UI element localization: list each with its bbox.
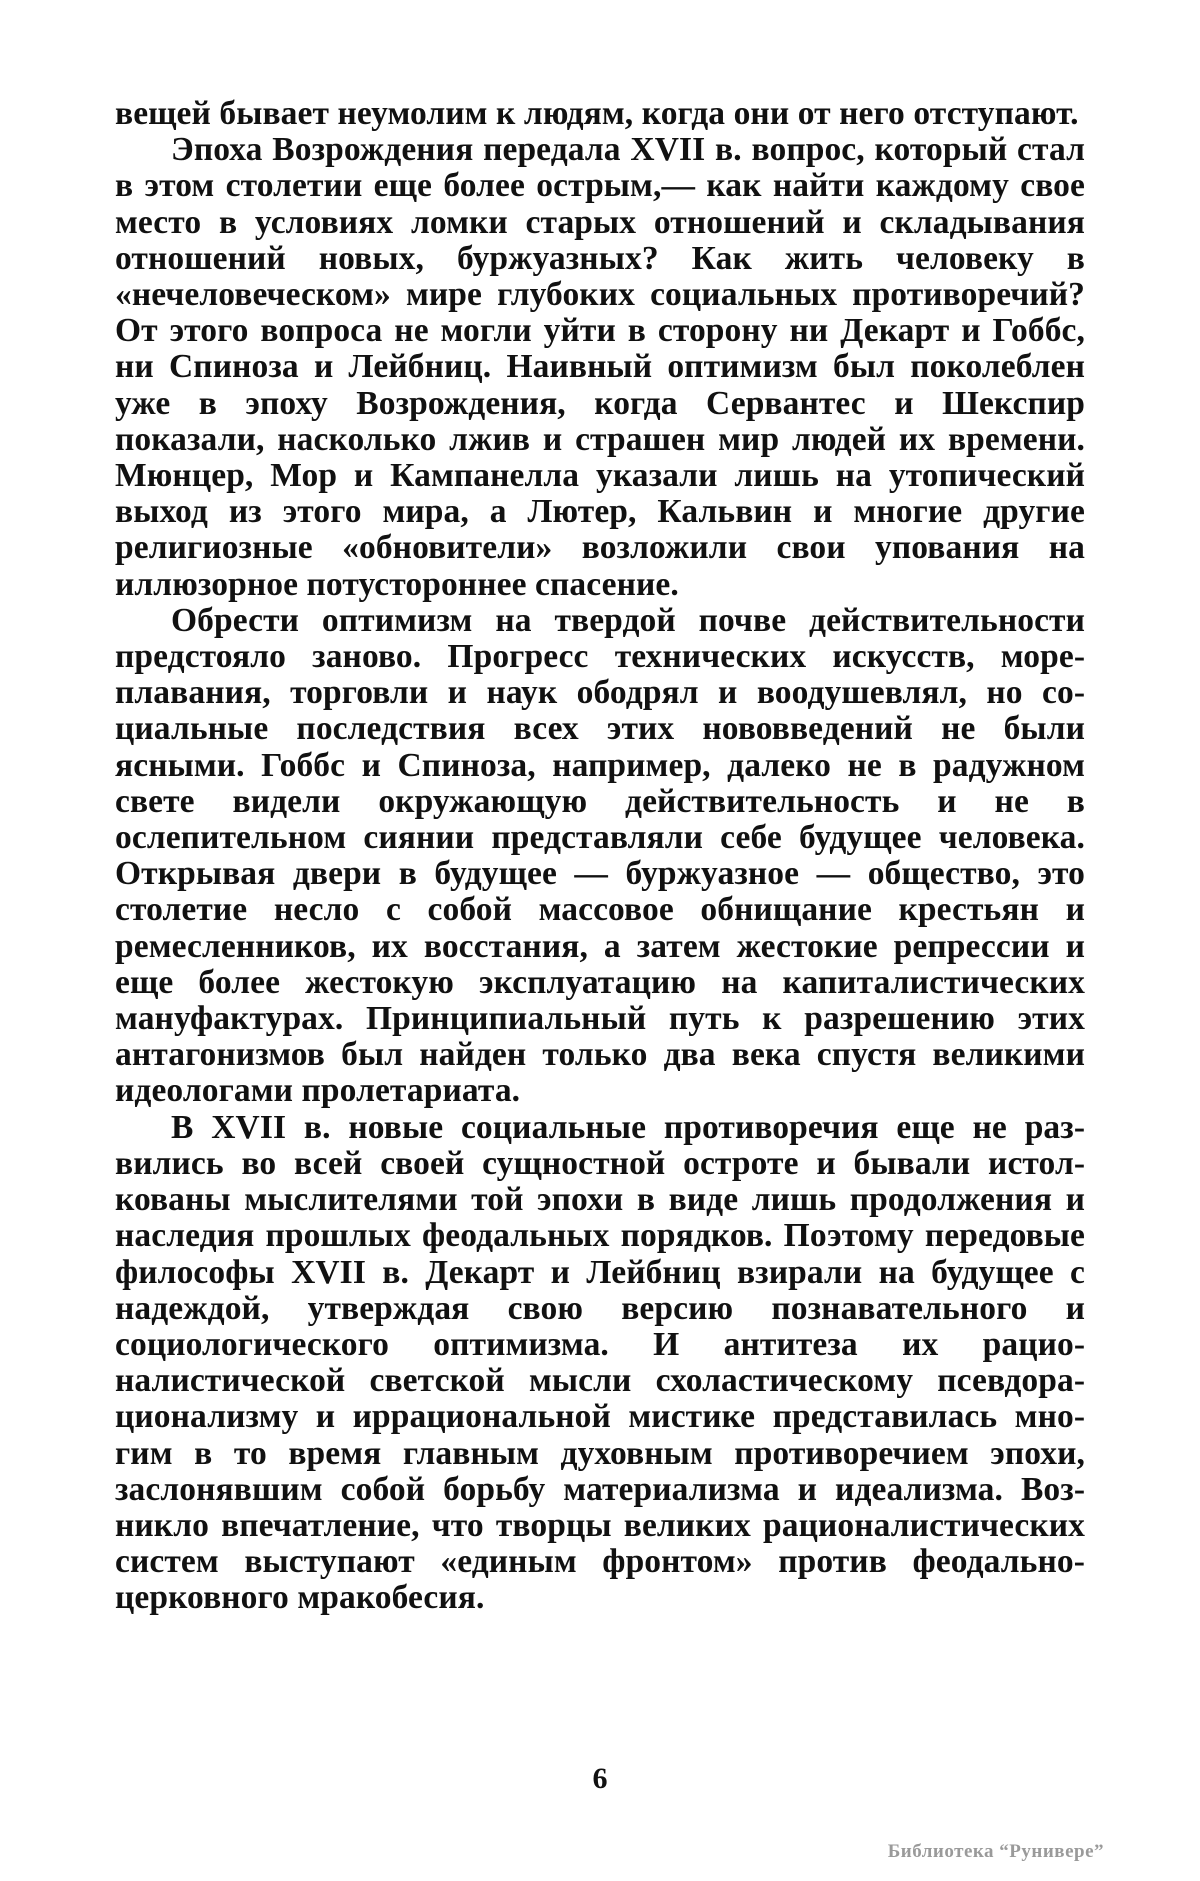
page-number: 6: [592, 1762, 608, 1795]
paragraph-continuation: вещей бывает неумолим к людям, когда они от него отступают.: [115, 95, 1079, 132]
library-watermark: Библиотека “Рунивере”: [887, 1841, 1104, 1862]
page-body: [115, 96, 1085, 1617]
paragraph-renaissance: Эпоха Возрождения передала XVII в. вопрос, который стал в этом столетии еще более острым,— как найти каждому свое место в условиях ломки старых отношений и складывания отношений новых, буржуазных? Как жить человеку в «нечеловеческом» мире глубоких социальных противоречий? От этого вопроса не могли уйти в сторону ни Декарт и Гоббс, ни Спиноза и Лейбниц. Наивный оптимизм был поколеблен уже в эпоху Возрождения, когда Сервантес и Шекспир показали, насколько лжив и страшен мир людей их времени. Мюнцер, Мор и Кампанелла указали лишь на утопический выход из этого мира, а Лютер, Кальвин и многие другие религиозные «обновители» возложили свои упования на иллюзорное потустороннее спасение.: [115, 131, 1085, 603]
paragraph-optimism: Обрести оптимизм на твердой почве действительности предстояло заново. Прогресс технических искусств, мореплавания, торговли и наук ободрял и воодушевлял, но социальные последствия всех этих нововведений не были ясными. Гоббс и Спиноза, например, далеко не в радужном свете видели окружающую действительность и не в ослепительном сиянии представляли себе будущее человека. Открывая двери в будущее — буржуазное — общество, это столетие несло с собой массовое обнищание крестьян и ремесленников, их восстания, а затем жестокие репрессии и еще более жестокую эксплуатацию на капиталистических мануфактурах. Принципиальный путь к разрешению этих антагонизмов был найден только два века спустя великими идеологами пролетариата.: [115, 601, 1085, 1110]
paragraph-xvii-century: В XVII в. новые социальные противоречия еще не развились во всей своей сущностной остроте и бывали истолкованы мыслителями той эпохи в виде лишь продолжения и наследия прошлых феодальных порядков. Поэтому передовые философы XVII в. Декарт и Лейбниц взирали на будущее с надеждой, утверждая свою версию познавательного и социологического оптимизма. И антитеза их рационалистической светской мысли схоластическому псевдорационализму и иррациональной мистике представилась многим в то время главным духовным противоречием эпохи, заслонявшим собой борьбу материализма и идеализма. Возникло впечатление, что творцы великих рационалистических систем выступают «единым фронтом» против феодально-церковного мракобесия.: [115, 1108, 1085, 1617]
